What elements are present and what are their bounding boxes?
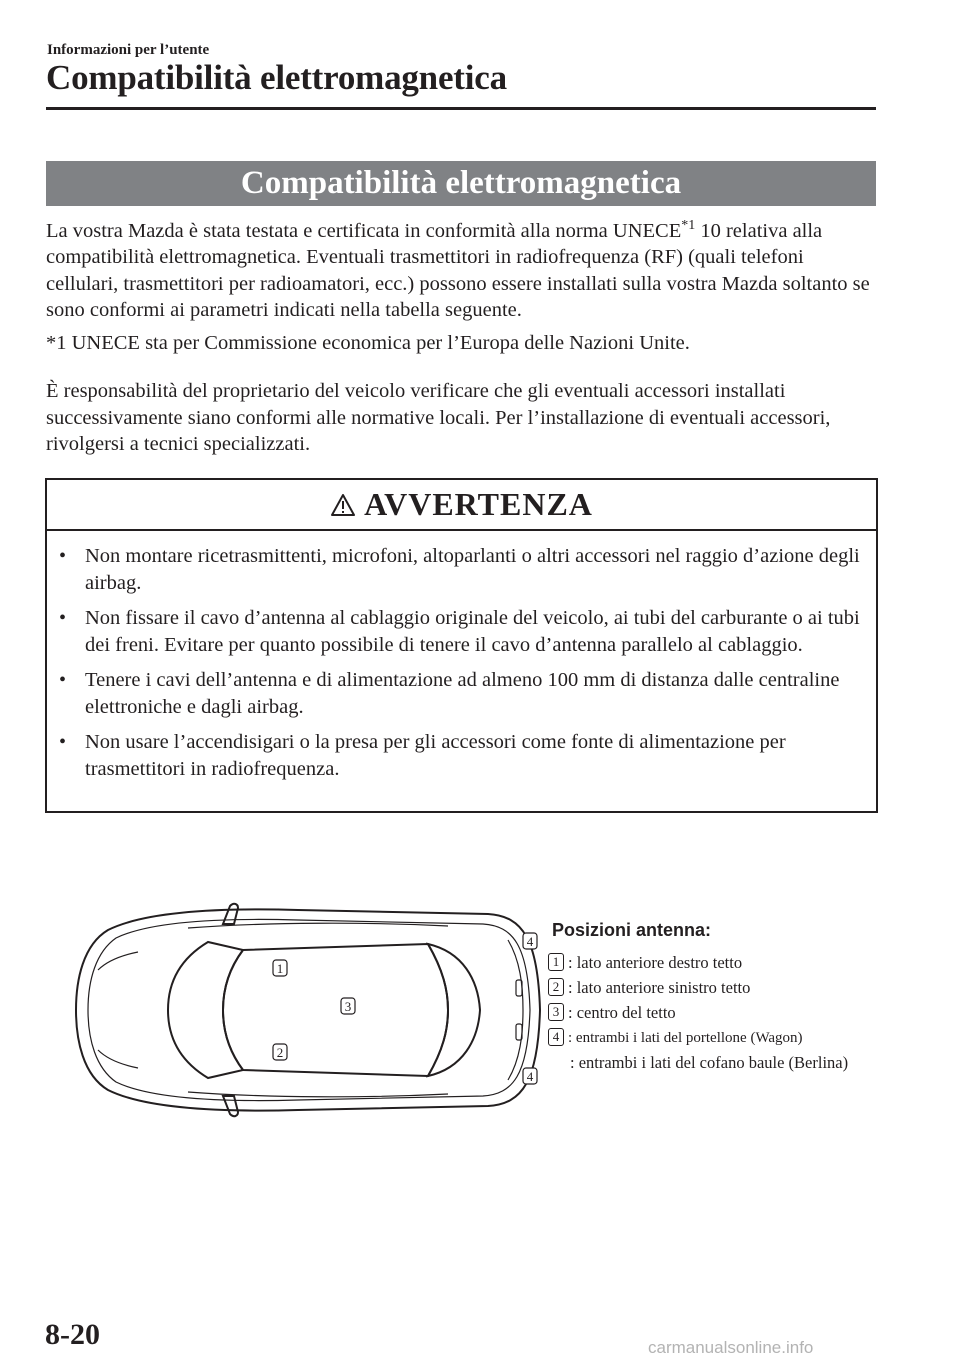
warning-box	[45, 478, 878, 813]
antenna-position-1	[273, 960, 287, 976]
legend-number: 4	[548, 1028, 564, 1046]
footnote-text: *1 UNECE sta per Commissione economica per l’Europa delle Nazioni Unite.	[46, 332, 690, 354]
legend-item	[548, 1003, 878, 1023]
section-label: Informazioni per l’utente	[47, 42, 210, 58]
warning-triangle-icon	[330, 493, 356, 517]
antenna-position-3	[341, 998, 355, 1014]
intro-text-end: 10 relativa alla compatibilità elettromagnetica. Eventuali trasmettitori in radiofrequenza (RF) (quali telefoni cellulari, trasmettitori per radioamatori, ecc.) possono essere installati sulla vostra Mazda soltanto se sono conformi ai parametri indicati nella tabella seguente.	[46, 219, 870, 322]
warning-item: • Non fissare il cavo d’antenna al cablaggio originale del veicolo, ai tubi del carburante o ai tubi dei freni. Evitare per quanto possibile di tenere il cavo d’antenna parallelo al cablaggio.	[47, 605, 860, 658]
section-title-bar: Compatibilità elettromagnetica	[46, 161, 876, 206]
legend-item	[548, 953, 878, 973]
antenna-label-4-top: 4	[526, 934, 534, 949]
antenna-position-4-bottom	[523, 1068, 537, 1084]
antenna-legend	[548, 920, 878, 1078]
legend-text: : centro del tetto	[568, 1003, 676, 1022]
chapter-divider	[46, 107, 876, 110]
responsibility-paragraph: È responsabilità del proprietario del veicolo verificare che gli eventuali accessori installati successivamente siano conformi alle normative locali. Per l’installazione di eventuali accessori, rivolgersi a tecnici specializzati.	[46, 380, 831, 455]
car-top-view-diagram	[68, 900, 548, 1120]
car-body-outline	[76, 909, 540, 1110]
antenna-position-2	[273, 1044, 287, 1060]
watermark: carmanualsonline.info	[648, 1338, 814, 1357]
intro-text-start: La vostra Mazda è stata testata e certificata in conformità alla norma UNECE	[46, 219, 682, 242]
footnote-marker: *1	[681, 218, 696, 233]
right-mirror	[223, 904, 238, 924]
antenna-position-4-top	[523, 933, 537, 949]
legend-item	[548, 978, 878, 998]
antenna-label-3: 3	[344, 999, 352, 1014]
left-mirror	[223, 1096, 238, 1116]
legend-text: : lato anteriore destro tetto	[568, 953, 743, 972]
legend-item	[548, 1028, 878, 1048]
legend-text: : entrambi i lati del cofano baule (Berlina)	[570, 1053, 849, 1072]
warning-header	[47, 480, 876, 531]
legend-number: 3	[548, 1003, 564, 1021]
legend-title: Posizioni antenna:	[552, 920, 712, 940]
roof-panel	[223, 944, 448, 1076]
legend-item	[548, 1053, 878, 1073]
warning-item: • Non usare l’accendisigari o la presa per gli accessori come fonte di alimentazione per trasmettitori in radiofrequenza.	[47, 729, 860, 782]
warning-item: • Non montare ricetrasmittenti, microfoni, altoparlanti o altri accessori nel raggio d’azione degli airbag.	[47, 543, 860, 596]
antenna-label-2: 2	[276, 1045, 284, 1060]
chapter-title: Compatibilità elettromagnetica	[46, 58, 507, 97]
warning-item: • Tenere i cavi dell’antenna e di alimentazione ad almeno 100 mm di distanza dalle centraline elettroniche e dagli airbag.	[47, 667, 860, 720]
intro-paragraph	[46, 213, 878, 324]
antenna-label-1: 1	[276, 961, 284, 976]
legend-text: : entrambi i lati del portellone (Wagon)	[568, 1030, 803, 1046]
rear-window	[428, 944, 480, 1076]
antenna-label-4-bottom: 4	[526, 1069, 534, 1084]
warning-list	[47, 531, 876, 782]
windshield	[168, 942, 243, 1078]
page-number: 8-20	[45, 1318, 100, 1351]
warning-title: AVVERTENZA	[364, 486, 593, 522]
legend-number: 2	[548, 978, 564, 996]
legend-text: : lato anteriore sinistro tetto	[568, 978, 751, 997]
legend-number: 1	[548, 953, 564, 971]
